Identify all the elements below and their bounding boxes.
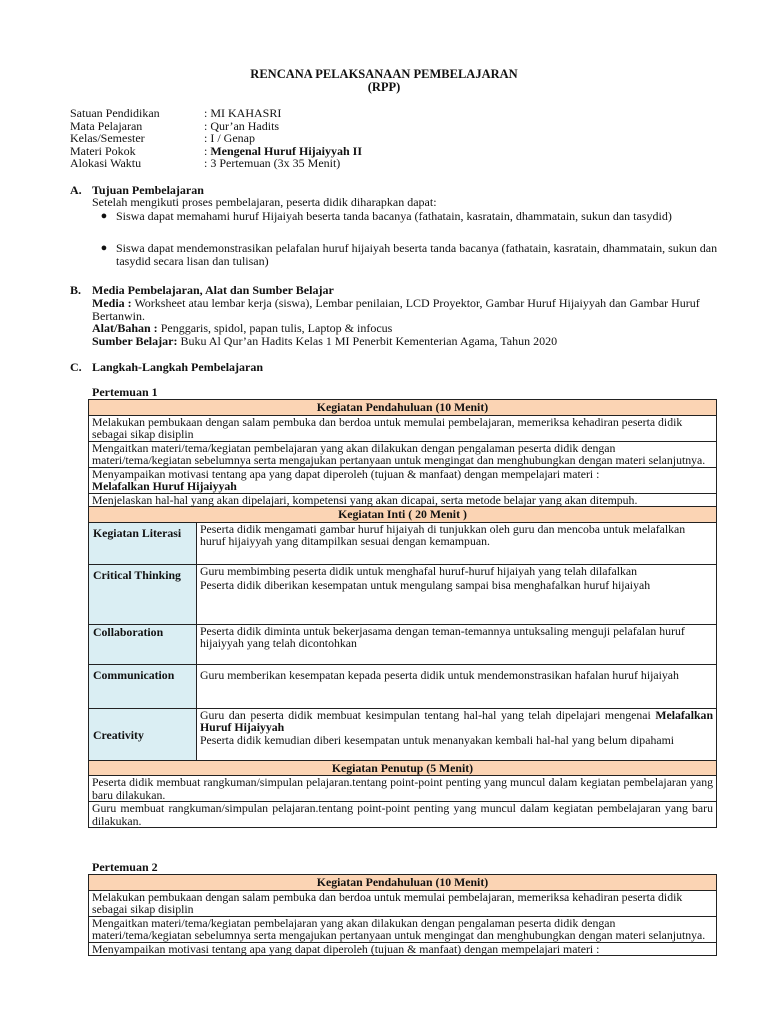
creativity-intro: Guru dan peserta didik membuat kesimpulan tentang hal-hal yang telah dipelajari mengenai [200,707,656,722]
info-value-bold: Mengenal Huruf Hijaiyyah II [210,143,363,158]
collaboration-text: Peserta didik diminta untuk bekerjasama dengan teman-temannya untuksaling menguji pelafalan huruf hijaiyyah yang telah dicontohkan [197,624,717,664]
info-key: Satuan Pendidikan [70,106,160,120]
bullet-item [92,242,720,268]
penutup-cell: Peserta didik membuat rangkuman/simpulan pelajaran.tentang point-point penting yang muncul dalam kegiatan pembelajaran yang baru dilakukan. [89,776,717,802]
table-row [89,664,717,708]
table-row [89,802,717,828]
section-number: B. [70,283,82,297]
creativity-cell [197,708,717,760]
table-row [89,400,717,416]
critical-cell [197,564,717,624]
info-value: : MI KAHASRI [204,106,282,120]
section-number: C. [70,360,82,374]
info-key: Mata Pelajaran [70,118,143,133]
info-value: : I / Genap [204,131,255,145]
table-row [89,564,717,624]
pertemuan-1-label: Pertemuan 1 [92,385,158,399]
pertemuan-2-label: Pertemuan 2 [92,860,158,874]
bullet-text: Siswa dapat mendemonstrasikan pelafalan huruf hijaiyah beserta tanda bacanya (fathatain, kasratain, dhammatain, sukun dan tasydid secara lisan dan tulisan) [116,241,718,268]
bullet-icon: ● [100,210,108,222]
pendahuluan-head: Kegiatan Pendahuluan (10 Menit) [89,875,717,891]
alat-label: Alat/Bahan : [92,321,158,335]
info-row [70,157,362,170]
doc-subtitle: (RPP) [367,80,401,94]
table-row [89,522,717,564]
inti-head: Kegiatan Inti ( 20 Menit ) [89,507,717,523]
table-row [89,708,717,760]
info-value: : 3 Pertemuan (3x 35 Menit) [204,156,341,170]
table-row [89,493,717,507]
table-row [89,467,717,493]
table-row [89,624,717,664]
pendahuluan-cell: Melakukan pembukaan dengan salam pembuka dan berdoa untuk memulai pembelajaran, memeriksa kehadiran peserta didik sebagai sikap disiplin [89,415,717,441]
communication-text: Guru memberikan kesempatan kepada peserta didik untuk mendemonstrasikan hafalan huruf hijaiyah [197,664,717,708]
section-number: A. [70,183,82,197]
section-title: Media Pembelajaran, Alat dan Sumber Belajar [92,283,334,297]
alat-text: Penggaris, spidol, papan tulis, Laptop & infocus [157,321,393,335]
table-row [89,916,717,942]
communication-label: Communication [89,664,197,708]
creativity-text-1 [200,709,713,734]
media-text: Worksheet atau lembar kerja (siswa), Lembar penilaian, LCD Proyektor, Gambar Huruf Hijaiyyah dan Gambar Huruf Bertanwin. [92,296,700,323]
identity-block [70,107,362,170]
table-row [89,776,717,802]
table-row [89,760,717,776]
doc-title: RENCANA PELAKSANAAN PEMBELAJARAN [250,67,518,81]
table-row [89,507,717,523]
info-value: : [204,143,211,158]
literasi-text: Peserta didik mengamati gambar huruf hijaiyah di tunjukkan oleh guru dan mencoba untuk melafalkan huruf hijaiyyah yang ditampilkan sesuai dengan kemampuan. [197,522,717,564]
pendahuluan-cell: Menjelaskan hal-hal yang akan dipelajari, kompetensi yang akan dicapai, serta metode belajar yang akan ditempuh. [89,493,717,507]
collaboration-label: Collaboration [89,624,197,664]
section-c-heading [70,361,263,374]
info-key: Materi Pokok [70,143,136,158]
pendahuluan-cell [89,467,717,493]
table-row [89,875,717,891]
critical-text-2: Peserta didik diberikan kesempatan untuk mengulang sampai bisa menghafalkan huruf hijaiyah [200,578,651,592]
bullet-item [92,210,720,223]
bullet-text: Siswa dapat memahami huruf Hijaiyah beserta tanda bacanya (fathatain, kasratain, dhammatain, sukun dan tasydid) [116,209,672,223]
bullet-icon: ● [100,242,108,254]
info-key: Kelas/Semester [70,131,145,145]
pertemuan-2-table [88,874,717,956]
pendahuluan-cell: Menyampaikan motivasi tentang apa yang dapat diperoleh (tujuan & manfaat) dengan mempelajari materi : [89,942,717,956]
media-label: Media : [92,296,132,310]
motivasi-materi: Melafalkan Huruf Hijaiyyah [92,479,237,493]
table-row [89,942,717,956]
table-row [89,441,717,467]
critical-text-1: Guru membimbing peserta didik untuk menghafal huruf-huruf hijaiyah yang telah dilafalkan [200,563,638,578]
section-a-intro: Setelah mengikuti proses pembelajaran, peserta didik diharapkan dapat: [92,195,437,209]
critical-label: Critical Thinking [89,564,197,624]
creativity-text-2: Peserta didik kemudian diberi kesempatan untuk menanyakan kembali hal-hal yang belum dipahami [200,732,675,747]
motivasi-text: Menyampaikan motivasi tentang apa yang dapat diperoleh (tujuan & manfaat) dengan mempelajari materi : [92,466,600,481]
pendahuluan-cell: Mengaitkan materi/tema/kegiatan pembelajaran yang akan dilakukan dengan pengalaman peserta didik dengan materi/tema/kegiatan sebelumnya serta mengajukan pertanyaan untuk mengingat dan menghubungkan dengan materi selanjutnya. [89,441,717,467]
penutup-cell: Guru membuat rangkuman/simpulan pelajaran.tentang point-point penting yang muncul dalam kegiatan pembelajaran yang baru dilakukan. [89,802,717,828]
section-title: Tujuan Pembelajaran [92,183,204,197]
pendahuluan-head: Kegiatan Pendahuluan (10 Menit) [89,400,717,416]
pendahuluan-cell: Melakukan pembukaan dengan salam pembuka dan berdoa untuk memulai pembelajaran, memeriksa kehadiran peserta didik sebagai sikap disiplin [89,890,717,916]
creativity-label: Creativity [89,708,197,760]
penutup-head: Kegiatan Penutup (5 Menit) [89,760,717,776]
table-row [89,415,717,441]
pendahuluan-cell: Mengaitkan materi/tema/kegiatan pembelajaran yang akan dilakukan dengan pengalaman peserta didik dengan materi/tema/kegiatan sebelumnya serta mengajukan pertanyaan untuk mengingat dan menghubungkan dengan materi selanjutnya. [89,916,717,942]
sumber-label: Sumber Belajar: [92,334,178,348]
creativity-materi: Melafalkan Huruf Hijaiyyah [200,707,713,734]
info-value: : Qur’an Hadits [204,118,280,133]
literasi-label: Kegiatan Literasi [89,522,197,564]
media-line [92,297,717,323]
sumber-text: Buku Al Qur’an Hadits Kelas 1 MI Penerbit Kementerian Agama, Tahun 2020 [177,334,558,348]
section-title: Langkah-Langkah Pembelajaran [92,360,264,374]
sumber-line [92,335,717,348]
table-row [89,890,717,916]
info-key: Alokasi Waktu [70,156,142,170]
pertemuan-1-table [88,399,717,828]
